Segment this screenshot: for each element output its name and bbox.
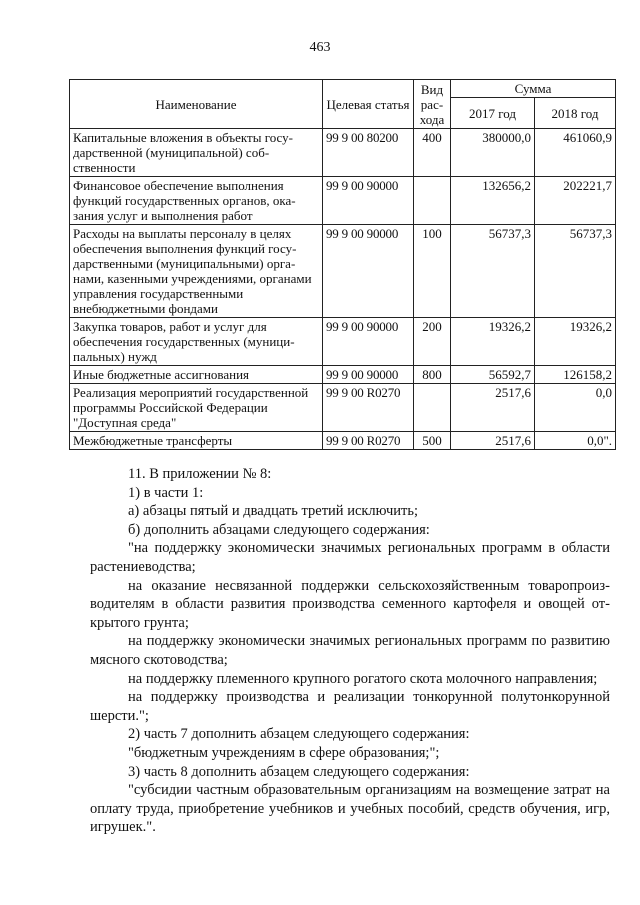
row-sum-2017-cell: 56737,3 (451, 225, 535, 318)
amendment-text (90, 465, 610, 837)
paragraph: на поддержку племенного крупного рогатого скота молочного направления; (128, 670, 598, 687)
table-header-row (70, 80, 616, 98)
header-year-2018: 2018 год (535, 98, 616, 129)
header-year-2017: 2017 год (451, 98, 535, 129)
header-name: Наименование (70, 80, 323, 129)
paragraph: на поддержку производства и реализации тонкорунной полутонкорунной шерсти."; (90, 689, 610, 724)
row-sum-2018-cell: 461060,9 (535, 129, 616, 177)
header-target: Целевая статья (323, 80, 414, 129)
row-sum-2017-cell: 19326,2 (451, 318, 535, 366)
row-name-cell: Финансовое обеспечение выполнения функций государственных органов, оказания услуг и выполнения работ (70, 177, 323, 225)
row-expense-type-cell: 100 (414, 225, 451, 318)
row-sum-2018-cell: 0,0 (535, 384, 616, 432)
paragraph: "субсидии частным образовательным организациям на возмещение затрат на оплату труда, приобретение учебников и учебных пособий, средств обучения, игр, игрушек.". (90, 782, 610, 836)
row-expense-type-cell: 500 (414, 432, 451, 450)
row-expense-type-cell: 400 (414, 129, 451, 177)
row-target-code-cell: 99 9 00 90000 (323, 366, 414, 384)
paragraph: "на поддержку экономически значимых региональных программ в области растениеводства; (90, 540, 610, 575)
row-sum-2017-cell: 380000,0 (451, 129, 535, 177)
paragraph: "бюджетным учреждениям в сфере образования;"; (128, 744, 440, 761)
table-row (70, 384, 616, 432)
row-target-code-cell: 99 9 00 R0270 (323, 384, 414, 432)
header-sum: Сумма (451, 80, 616, 98)
table-row (70, 177, 616, 225)
row-target-code-cell: 99 9 00 R0270 (323, 432, 414, 450)
row-sum-2017-cell: 2517,6 (451, 384, 535, 432)
row-sum-2018-cell: 202221,7 (535, 177, 616, 225)
paragraph: 11. В приложении № 8: (128, 466, 272, 482)
table-row (70, 129, 616, 177)
budget-table (69, 79, 616, 450)
row-name-cell: Реализация мероприятий государственной программы Российской Федерации "Доступная среда" (70, 384, 323, 432)
row-sum-2017-cell: 132656,2 (451, 177, 535, 225)
row-sum-2018-cell: 56737,3 (535, 225, 616, 318)
table-body (70, 129, 616, 450)
paragraph: 3) часть 8 дополнить абзацем следующего содержания: (128, 763, 470, 780)
row-name-cell: Капитальные вложения в объекты государственной (муниципальной) собственности (70, 129, 323, 177)
row-expense-type-cell (414, 177, 451, 225)
row-target-code-cell: 99 9 00 90000 (323, 225, 414, 318)
row-name-cell: Закупка товаров, работ и услуг для обеспечения государственных (муниципальных) нужд (70, 318, 323, 366)
paragraph: 1) в части 1: (128, 484, 204, 501)
table-row (70, 225, 616, 318)
header-type: Вид расхода (414, 80, 451, 129)
paragraph: б) дополнить абзацами следующего содержания: (128, 521, 430, 538)
row-sum-2018-cell: 19326,2 (535, 318, 616, 366)
row-sum-2018-cell: 0,0". (535, 432, 616, 450)
row-name-cell: Иные бюджетные ассигнования (70, 366, 323, 384)
table-row (70, 366, 616, 384)
row-name-cell: Межбюджетные трансферты (70, 432, 323, 450)
row-sum-2018-cell: 126158,2 (535, 366, 616, 384)
row-target-code-cell: 99 9 00 90000 (323, 318, 414, 366)
row-sum-2017-cell: 56592,7 (451, 366, 535, 384)
paragraph: на поддержку экономически значимых региональных программ по развитию мясного скотоводства; (90, 633, 610, 668)
paragraph: на оказание несвязанной поддержки сельскохозяйственным товаропроизводителям в области развития производства семенного картофеля и овощей открытого грунта; (90, 577, 610, 631)
row-sum-2017-cell: 2517,6 (451, 432, 535, 450)
page-number: 463 (309, 40, 331, 55)
table-row (70, 318, 616, 366)
row-name-cell: Расходы на выплаты персоналу в целях обеспечения выполнения функций государственными (муниципальными) органами, казенными учреждениями, органами управления государственными внебюджетными фондами (70, 225, 323, 318)
paragraph: 2) часть 7 дополнить абзацем следующего содержания: (128, 726, 470, 743)
row-expense-type-cell (414, 384, 451, 432)
table-row (70, 432, 616, 450)
paragraph: а) абзацы пятый и двадцать третий исключить; (128, 503, 418, 520)
row-expense-type-cell: 800 (414, 366, 451, 384)
row-target-code-cell: 99 9 00 80200 (323, 129, 414, 177)
row-expense-type-cell: 200 (414, 318, 451, 366)
row-target-code-cell: 99 9 00 90000 (323, 177, 414, 225)
